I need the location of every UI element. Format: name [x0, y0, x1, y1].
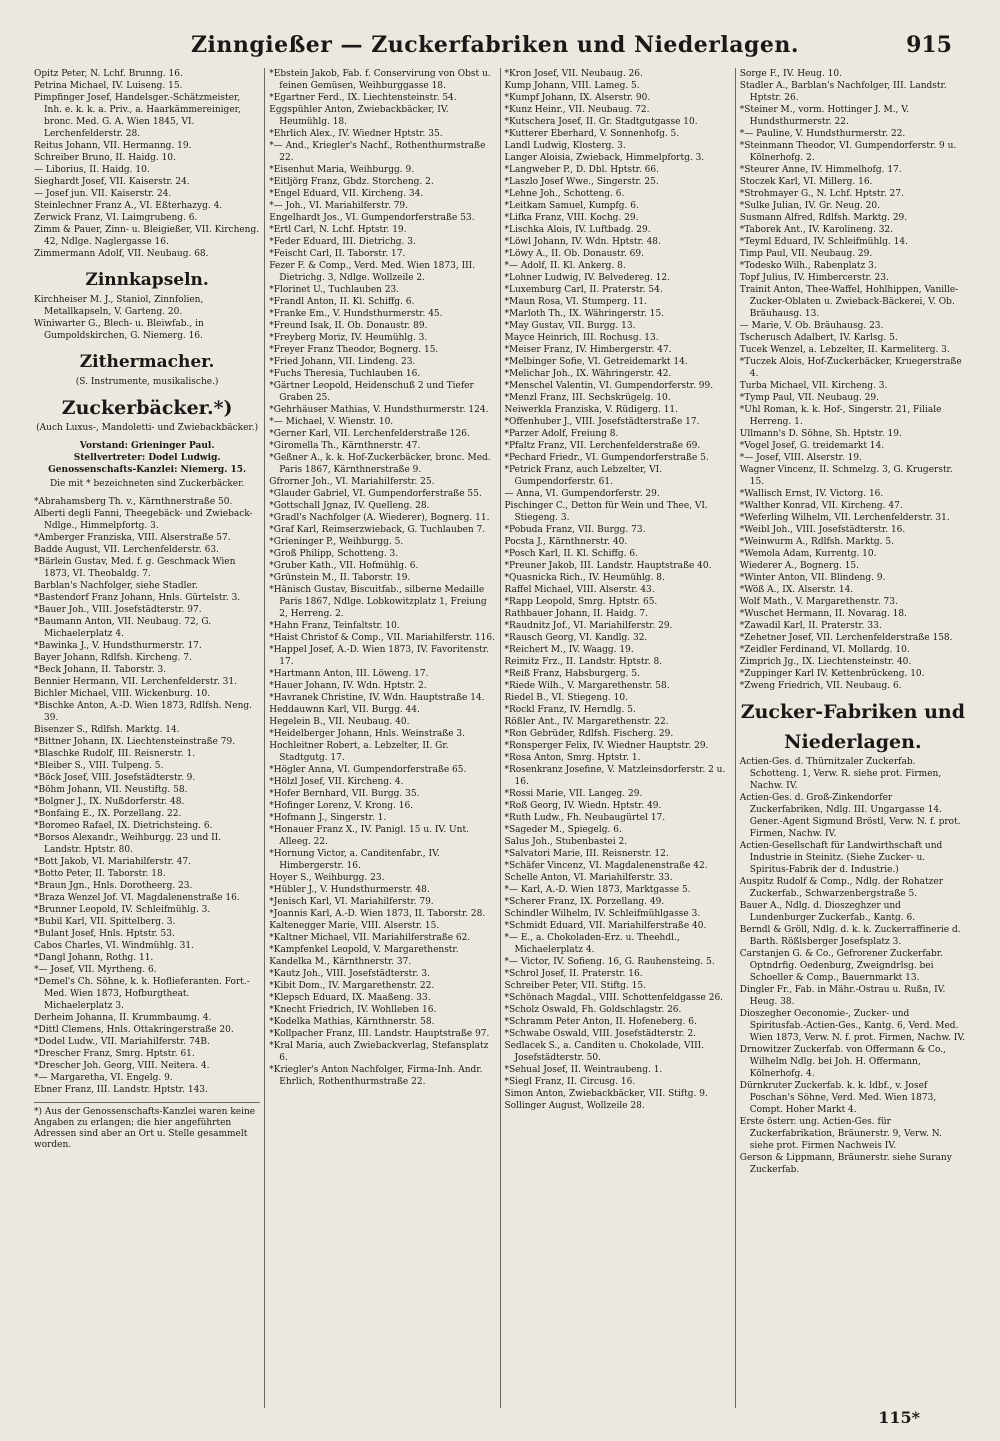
section-title-zuckerbaecker: Zuckerbäcker.*): [61, 397, 233, 419]
directory-entry: Fezer F. & Comp., Verd. Med. Wien 1873, III. Dietrichg. 3, Ndlge. Wollzeile 2.: [269, 261, 476, 283]
column-2: [265, 68, 500, 1408]
directory-entry: *Langweber P., D. Dbl. Hptstr. 66.: [504, 165, 659, 175]
page-number: 915: [906, 32, 952, 58]
directory-entry: Stoczek Karl, VI. Millerg. 16.: [739, 177, 873, 187]
directory-entry: *Kampfenkel Leopold, V. Margarethenstr.: [269, 945, 459, 955]
directory-entry: Zimm & Pauer, Zinn- u. Bleigießer, VII. Kircheng. 42, Ndlge. Naglergasse 16.: [34, 225, 260, 247]
directory-entry: *Klepsch Eduard, IX. Maaßeng. 33.: [269, 993, 431, 1003]
directory-entry: *Schönach Magdal., VIII. Schottenfeldgasse 26.: [504, 993, 724, 1003]
directory-entry: — Liborius, II. Haidg. 10.: [34, 165, 150, 175]
directory-entry: *Bott Jakob, VI. Mariahilferstr. 47.: [34, 857, 191, 867]
directory-entry: Salus Joh., Stubenbastei 2.: [504, 837, 628, 847]
directory-entry: *Borsos Alexandr., Weihburgg. 23 und II. Landstr. Hptstr. 80.: [34, 833, 222, 855]
directory-entry: Barblan's Nachfolger, siehe Stadler.: [34, 581, 198, 591]
directory-entry: *Haist Christof & Comp., VII. Mariahilferstr. 116.: [269, 633, 495, 643]
directory-entry: *Florinet U., Tuchlauben 23.: [269, 285, 400, 295]
directory-entry: *— Margaretha, VI. Engelg. 9.: [34, 1073, 173, 1083]
directory-entry: *Rausch Georg, VI. Kandlg. 32.: [504, 633, 648, 643]
directory-entry: — Marie, V. Ob. Bräuhausg. 23.: [739, 321, 884, 331]
directory-entry: *Böck Josef, VIII. Josefstädterstr. 9.: [34, 773, 196, 783]
directory-entry: *Salvatori Marie, III. Reisnerstr. 12.: [504, 849, 669, 859]
directory-entry: *Quasnicka Rich., IV. Heumühlg. 8.: [504, 573, 665, 583]
directory-entry: *Ehrlich Alex., IV. Wiedner Hptstr. 35.: [269, 129, 443, 139]
directory-entry: *Botto Peter, II. Taborstr. 18.: [34, 869, 166, 879]
section-note: (S. Instrumente, musikalische.): [75, 377, 219, 387]
directory-entry: *Lehne Joh., Schotteng. 6.: [504, 189, 625, 199]
directory-entry: *Reichert M., IV. Waagg. 19.: [504, 645, 634, 655]
directory-entry: *Geßner A., k. k. Hof-Zuckerbäcker, bronc. Med. Paris 1867, Kärnthnerstraße 9.: [269, 453, 491, 475]
directory-entry: Mayce Heinrich, III. Rochusg. 13.: [504, 333, 659, 343]
directory-entry: Wiederer A., Bognerg. 15.: [739, 561, 860, 571]
directory-entry: Reitus Johann, VII. Hermanng. 19.: [34, 141, 192, 151]
directory-entry: *Taborek Ant., IV. Karolineng. 32.: [739, 225, 894, 235]
directory-entry: Bauer A., Ndlg. d. Dioszeghzer und Lundenburger Zuckerfab., Kantg. 6.: [739, 901, 916, 923]
directory-entry: *— Michael, V. Wienstr. 10.: [269, 417, 394, 427]
directory-entry: Bennier Hermann, VII. Lerchenfelderstr. 31.: [34, 677, 237, 687]
directory-entry: *Schrol Josef, II. Praterstr. 16.: [504, 969, 643, 979]
directory-entry: — Josef jun. VII. Kaiserstr. 24.: [34, 189, 172, 199]
directory-entry: *Abrahamsberg Th. v., Kärnthnerstraße 50.: [34, 497, 233, 507]
directory-entry: Simon Anton, Zwiebackbäcker, VII. Stiftg. 9.: [504, 1089, 708, 1099]
directory-entry: *— Karl, A.-D. Wien 1873, Marktgasse 5.: [504, 885, 691, 895]
directory-entry: *Winter Anton, VII. Blindeng. 9.: [739, 573, 886, 583]
directory-entry: *Raudnitz Jof., VI. Mariahilferstr. 29.: [504, 621, 673, 631]
directory-entry: *— Josef, VIII. Alserstr. 19.: [739, 453, 862, 463]
directory-entry: *Jenisch Karl, VI. Mariahilferstr. 79.: [269, 897, 434, 907]
directory-entry: *Fuchs Theresia, Tuchlauben 16.: [269, 369, 421, 379]
directory-entry: *Zehetner Josef, VII. Lerchenfelderstraße 158.: [739, 633, 953, 643]
directory-entry: *Bärlein Gustav, Med. f. g. Geschmack Wien 1873, VI. Theobaldg. 7.: [34, 557, 236, 579]
directory-entry: *Kollpacher Franz, III. Landstr. Hauptstraße 97.: [269, 1029, 490, 1039]
directory-entry: Alberti degli Fanni, Theegebäck- und Zwieback-Ndlge., Himmelpfortg. 3.: [34, 509, 253, 531]
directory-entry: Pischinger C., Detton für Wein und Thee, VI. Stiegeng. 3.: [504, 501, 708, 523]
directory-entry: *Menzl Franz, III. Sechskrügelg. 10.: [504, 393, 671, 403]
directory-entry: *Hofmann J., Singerstr. 1.: [269, 813, 387, 823]
directory-entry: *Marloth Th., IX. Währingerstr. 15.: [504, 309, 665, 319]
directory-entry: *Braza Wenzel Jof. VI. Magdalenenstraße 16.: [34, 893, 240, 903]
deputy-label: Stellvertreter: Dodel Ludwig.: [73, 453, 221, 463]
directory-entry: *Amberger Franziska, VIII. Alserstraße 57.: [34, 533, 231, 543]
directory-entry: *— Joh., VI. Mariahilferstr. 79.: [269, 201, 409, 211]
directory-entry: *Kumpf Johann, IX. Alserstr. 90.: [504, 93, 651, 103]
directory-entry: Steinlechner Franz A., VI. Eßterhazyg. 4.: [34, 201, 223, 211]
directory-entry: *Steiner M., vorm. Hottinger J. M., V. Hundsthurmerstr. 22.: [739, 105, 910, 127]
directory-entry: *Frandl Anton, II. Kl. Schiffg. 6.: [269, 297, 415, 307]
directory-entry: *Bischke Anton, A.-D. Wien 1873, Rdlfsh. Neng. 39.: [34, 701, 253, 723]
directory-entry: *Ertl Carl, N. Lchf. Hptstr. 19.: [269, 225, 407, 235]
section-title-zithermacher: Zithermacher.: [79, 352, 215, 372]
directory-entry: Petrina Michael, IV. Luiseng. 15.: [34, 81, 183, 91]
directory-entry: Susmann Alfred, Rdlfsh. Marktg. 29.: [739, 213, 908, 223]
directory-entry: Bichler Michael, VIII. Wickenburg. 10.: [34, 689, 211, 699]
directory-entry: *Kibit Dom., IV. Margarethenstr. 22.: [269, 981, 435, 991]
directory-entry: *Meiser Franz, IV. Himbergerstr. 47.: [504, 345, 672, 355]
directory-entry: *— Pauline, V. Hundsthurmerstr. 22.: [739, 129, 906, 139]
directory-entry: *Eitljörg Franz, Gbdz. Storcheng. 2.: [269, 177, 434, 187]
directory-entry: *— Adolf, II. Kl. Ankerg. 8.: [504, 261, 626, 271]
column-3: [501, 68, 736, 1408]
directory-entry: *Ronsperger Felix, IV. Wiedner Hauptstr. 29.: [504, 741, 709, 751]
directory-entry: *Feder Eduard, III. Dietrichg. 3.: [269, 237, 416, 247]
directory-entry: *Ron Gebrüder, Rdlfsh. Fischerg. 29.: [504, 729, 674, 739]
directory-entry: Engelhardt Jos., VI. Gumpendorferstraße 53.: [269, 213, 475, 223]
directory-entry: *Brunner Leopold, IV. Schleifmühlg. 3.: [34, 905, 211, 915]
directory-entry: *Vogel Josef, G. treidemarkt 14.: [739, 441, 885, 451]
directory-entry: Raffel Michael, VIII. Alserstr. 43.: [504, 585, 655, 595]
directory-entry: *Tuczek Alois, Hof-Zuckerbäcker, Kruegerstraße 4.: [739, 357, 962, 379]
directory-entry: *Melichar Joh., IX. Währingerstr. 42.: [504, 369, 672, 379]
directory-entry: *Ruth Ludw., Fh. Neubaugürtel 17.: [504, 813, 666, 823]
directory-entry: *Franke Em., V. Hundsthurmerstr. 45.: [269, 309, 443, 319]
directory-entry: *Fried Johann, VII. Lindeng. 23.: [269, 357, 416, 367]
directory-entry: Wolf Math., V. Margarethenstr. 73.: [739, 597, 898, 607]
directory-entry: *Zawadil Karl, II. Praterstr. 33.: [739, 621, 882, 631]
directory-entry: Hegelein B., VII. Neubaug. 40.: [269, 717, 410, 727]
directory-entry: *Rapp Leopold, Smrg. Hptstr. 65.: [504, 597, 658, 607]
directory-entry: *Giromella Th., Kärnthnerstr. 47.: [269, 441, 421, 451]
directory-entry: *Rosa Anton, Smrg. Hptstr. 1.: [504, 753, 641, 763]
directory-entry: *Groß Philipp, Schotteng. 3.: [269, 549, 399, 559]
directory-entry: Derheim Johanna, II. Krummbaumg. 4.: [34, 1013, 212, 1023]
directory-entry: Drnowitzer Zuckerfab. von Offermann & Co., Wilhelm Ndlg. bei Joh. H. Offermann, Kölnerhofg. 4.: [739, 1045, 946, 1079]
directory-entry: Auspitz Rudolf & Comp., Ndlg. der Rohatzer Zuckerfab., Schwarzenbergstraße 5.: [739, 877, 943, 899]
directory-entry: *Menschel Valentin, VI. Gumpendorferstr. 99.: [504, 381, 714, 391]
directory-entry: *Gehrhäuser Mathias, V. Hundsthurmerstr. 124.: [269, 405, 489, 415]
directory-entry: *Offenhuber J., VIII. Josefstädterstraße 17.: [504, 417, 700, 427]
directory-entry: *Honauer Franz X., IV. Panigl. 15 u. IV. Unt. Alleeg. 22.: [269, 825, 469, 847]
directory-entry: *Wallisch Ernst, IV. Victorg. 16.: [739, 489, 884, 499]
directory-entry: *— And., Kriegler's Nachf., Rothenthurmstraße 22.: [269, 141, 486, 163]
directory-entry: Zimprich Jg., IX. Liechtensteinstr. 40.: [739, 657, 912, 667]
directory-entry: *Leitkam Samuel, Kumpfg. 6.: [504, 201, 639, 211]
directory-entry: *Boromeo Rafael, IX. Dietrichsteing. 6.: [34, 821, 213, 831]
directory-entry: Actien-Ges. d. Groß-Zinkendorfer Zuckerfabriken, Ndlg. III. Ungargasse 14. Gener.-Agent Sigmund Bröstl, Verw. N. f. prot. Firmen, Nachw. IV.: [739, 793, 961, 839]
footnote: *) Aus der Genossenschafts-Kanzlei waren keine Angaben zu erlangen; die hier angeführten Adressen sind aber an Ort u. Stelle gesammelt worden.: [34, 1102, 260, 1151]
directory-entry: *Grieninger P., Weihburgg. 5.: [269, 537, 404, 547]
directory-entry: *Roß Georg, IV. Wiedn. Hptstr. 49.: [504, 801, 662, 811]
directory-entry: *Sulke Julian, IV. Gr. Neug. 20.: [739, 201, 880, 211]
directory-entry: *Eisenhut Maria, Weihburgg. 9.: [269, 165, 415, 175]
directory-entry: *Scherer Franz, IX. Porzellang. 49.: [504, 897, 665, 907]
directory-entry: *Gerner Karl, VII. Lerchenfelderstraße 126.: [269, 429, 470, 439]
directory-entry: *Maun Rosa, VI. Stumperg. 11.: [504, 297, 648, 307]
directory-entry: *Pobuda Franz, VII. Burgg. 73.: [504, 525, 646, 535]
directory-entry: *Bolgner J., IX. Nußdorferstr. 48.: [34, 797, 185, 807]
directory-entry: *Walther Konrad, VII. Kircheng. 47.: [739, 501, 903, 511]
directory-entry: Wagner Vincenz, II. Schmelzg. 3, G. Krugerstr. 15.: [739, 465, 953, 487]
directory-entry: *Heidelberger Johann, Hnls. Weinstraße 3.: [269, 729, 465, 739]
directory-entry: *Kral Maria, auch Zwiebackverlag, Stefansplatz 6.: [269, 1041, 489, 1063]
directory-entry: Gfrorner Joh., VI. Mariahilferstr. 25.: [269, 477, 435, 487]
directory-entry: *Dangl Johann, Rothg. 11.: [34, 953, 154, 963]
column-1: [30, 68, 265, 1408]
directory-entry: Bisenzer S., Rdlfsh. Marktg. 14.: [34, 725, 180, 735]
section-title-niederlagen: Niederlagen.: [784, 731, 922, 753]
directory-columns: [30, 68, 970, 1408]
directory-entry: *Kriegler's Anton Nachfolger, Firma-Inh. Andr. Ehrlich, Rothenthurmstraße 22.: [269, 1065, 483, 1087]
directory-entry: Tscherusch Adalbert, IV. Karlsg. 5.: [739, 333, 898, 343]
directory-entry: Trainit Anton, Thee-Waffel, Hohlhippen, Vanille-Zucker-Oblaten u. Zwieback-Bäckerei, V. Ob. Bräuhausg. 13.: [739, 285, 959, 319]
directory-entry: *Weibl Joh., VIII. Josefstädterstr. 16.: [739, 525, 906, 535]
directory-entry: Dürnkruter Zuckerfab. k. k. ldbf., v. Josef Poschan's Söhne, Verd. Med. Wien 1873, Compt. Hoher Markt 4.: [739, 1081, 937, 1115]
directory-entry: *Joannis Karl, A.-D. Wien 1873, II. Taborstr. 28.: [269, 909, 486, 919]
directory-entry: *Hahn Franz, Teinfaltstr. 10.: [269, 621, 400, 631]
directory-entry: *Bastendorf Franz Johann, Hnls. Gürtelstr. 3.: [34, 593, 241, 603]
directory-entry: *Beck Johann, II. Taborstr. 3.: [34, 665, 167, 675]
directory-entry: *Petrick Franz, auch Lebzelter, VI. Gumpendorferstr. 61.: [504, 465, 663, 487]
directory-entry: *Sehual Josef, II. Weintraubeng. 1.: [504, 1065, 663, 1075]
directory-entry: *Zeidler Ferdinand, VI. Mollardg. 10.: [739, 645, 910, 655]
directory-entry: *Zweng Friedrich, VII. Neubaug. 6.: [739, 681, 902, 691]
directory-entry: *Strohmayer G., N. Lchf. Hptstr. 27.: [739, 189, 904, 199]
directory-entry: *Löwl Johann, IV. Wdn. Hptstr. 48.: [504, 237, 661, 247]
directory-entry: Topf Julius, IV. Himbercerstr. 23.: [739, 273, 889, 283]
directory-entry: Sedlacek S., a. Canditen u. Chokolade, VIII. Josefstädterstr. 50.: [504, 1041, 705, 1063]
directory-entry: *Bulant Josef, Hnls. Hptstr. 53.: [34, 929, 175, 939]
directory-entry: *Reiß Franz, Habsburgerg. 5.: [504, 669, 640, 679]
directory-entry: Pimpfinger Josef, Handelsger.-Schätzmeister, Inh. e. k. k. a. Priv., a. Haarkämmereiniger, bronc. Med. G. A. Wien 1845, VI. Lerchenfelderstr. 28.: [34, 93, 241, 139]
directory-entry: *— Victor, IV. Sofieng. 16, G. Rauhensteing. 5.: [504, 957, 715, 967]
directory-entry: Actien-Gesellschaft für Landwirthschaft und Industrie in Steinitz. (Siehe Zucker- u. Spiritus-Fabrik der d. Industrie.): [739, 841, 943, 875]
directory-entry: *Gruber Kath., VII. Hofmühlg. 6.: [269, 561, 419, 571]
directory-entry: *Sageder M., Spiegelg. 6.: [504, 825, 622, 835]
directory-entry: *Luxemburg Carl, II. Praterstr. 54.: [504, 285, 663, 295]
directory-entry: *Grünstein M., II. Taborstr. 19.: [269, 573, 411, 583]
directory-entry: *Bubil Karl, VII. Spittelberg. 3.: [34, 917, 176, 927]
directory-entry: *Schäfer Vincenz, VI. Magdalenenstraße 42.: [504, 861, 708, 871]
directory-entry: *Kodelka Mathias, Kärnthnerstr. 58.: [269, 1017, 435, 1027]
directory-entry: Dingler Fr., Fab. in Mähr.-Ostrau u. Rußn, IV. Heug. 38.: [739, 985, 946, 1007]
directory-entry: *— Josef, VII. Myrtheng. 6.: [34, 965, 157, 975]
directory-entry: *Preuner Jakob, III. Landstr. Hauptstraße 40.: [504, 561, 712, 571]
column-4: [736, 68, 970, 1408]
directory-entry: *Dodel Ludw., VII. Mariahilferstr. 74B.: [34, 1037, 210, 1047]
directory-entry: Zerwick Franz, VI. Laimgrubeng. 6.: [34, 213, 198, 223]
directory-entry: *Kutschera Josef, II. Gr. Stadtgutgasse 10.: [504, 117, 698, 127]
directory-entry: *Hänisch Gustav, Biscuitfab., silberne Medaille Paris 1867, Ndlge. Lobkowitzplatz 1, Freiung 2, Herreng. 2.: [269, 585, 487, 619]
directory-entry: Sorge F., IV. Heug. 10.: [739, 69, 842, 79]
directory-entry: *Dittl Clemens, Hnls. Ottakringerstraße 20.: [34, 1025, 234, 1035]
directory-entry: *Bleiber S., VIII. Tulpeng. 5.: [34, 761, 164, 771]
directory-entry: Erste österr. ung. Actien-Ges. für Zuckerfabrikation, Bräunerstr. 9, Verw. N. siehe prot. Firmen Nachweis IV.: [739, 1117, 942, 1151]
directory-entry: *Engel Eduard, VII. Kircheng. 34.: [269, 189, 424, 199]
directory-entry: *Schwabe Oswald, VIII. Josefstädterstr. 2.: [504, 1029, 697, 1039]
directory-entry: Pocsta J., Kärnthnerstr. 40.: [504, 537, 628, 547]
directory-entry: Kirchheiser M. J., Staniol, Zinnfolien, Metallkapseln, V. Garteng. 20.: [34, 295, 204, 317]
directory-entry: *Drescher Franz, Smrg. Hptstr. 61.: [34, 1049, 195, 1059]
directory-entry: *Hofinger Lorenz, V. Krong. 16.: [269, 801, 414, 811]
directory-entry: Riedel B., VI. Stiegeng. 10.: [504, 693, 628, 703]
directory-entry: Reimitz Frz., II. Landstr. Hptstr. 8.: [504, 657, 663, 667]
intro-note: Die mit * bezeichneten sind Zuckerbäcker.: [49, 479, 245, 489]
directory-entry: *Graf Karl, Reimserzwieback, G. Tuchlauben 7.: [269, 525, 486, 535]
directory-entry: *Hübler J., V. Hundsthurmerstr. 48.: [269, 885, 430, 895]
directory-entry: *Kron Josef, VII. Neubaug. 26.: [504, 69, 643, 79]
directory-entry: *Laszlo Josef Wwe., Singerstr. 25.: [504, 177, 659, 187]
directory-entry: *Steinmann Theodor, VI. Gumpendorferstr. 9 u. Kölnerhofg. 2.: [739, 141, 957, 163]
directory-entry: *Rockl Franz, IV. Herndlg. 5.: [504, 705, 636, 715]
directory-entry: *Wöß A., IX. Alserstr. 14.: [739, 585, 854, 595]
directory-entry: *Baumann Anton, VII. Neubaug. 72, G. Michaelerplatz 4.: [34, 617, 212, 639]
directory-entry: Schindler Wilhelm, IV. Schleifmühlgasse 3.: [504, 909, 701, 919]
directory-entry: Turba Michael, VII. Kircheng. 3.: [739, 381, 888, 391]
directory-entry: *Wemola Adam, Kurrentg. 10.: [739, 549, 877, 559]
directory-entry: *Braun Jgn., Hnls. Dorotheerg. 23.: [34, 881, 193, 891]
directory-entry: Ebner Franz, III. Landstr. Hptstr. 143.: [34, 1085, 208, 1095]
directory-entry: Rößler Ant., IV. Margarethenstr. 22.: [504, 717, 669, 727]
directory-entry: *Freyberg Moriz, IV. Heumühlg. 3.: [269, 333, 428, 343]
directory-entry: Badde August, VII. Lerchenfelderstr. 63.: [34, 545, 219, 555]
directory-entry: *Freyer Franz Theodor, Bognerg. 15.: [269, 345, 439, 355]
directory-entry: Neiwerkla Franziska, V. Rüdigerg. 11.: [504, 405, 679, 415]
directory-entry: *Hartmann Anton, III. Löweng. 17.: [269, 669, 429, 679]
directory-entry: Kump Johann, VIII. Lameg. 5.: [504, 81, 640, 91]
directory-entry: *Hornung Victor, a. Canditenfabr., IV. Himbergerstr. 16.: [269, 849, 440, 871]
directory-entry: Heddauwnn Karl, VII. Burgg. 44.: [269, 705, 420, 715]
directory-entry: *Gärtner Leopold, Heidenschuß 2 und Tiefer Graben 25.: [269, 381, 474, 403]
directory-entry: *Tymp Paul, VII. Neubaug. 29.: [739, 393, 879, 403]
directory-entry: *Pechard Friedr., VI. Gumpendorferstraße 5.: [504, 453, 709, 463]
directory-entry: Eggspühler Anton, Zwiebackbäcker, IV. Heumühlg. 18.: [269, 105, 449, 127]
directory-entry: *Hauer Johann, IV. Wdn. Hptstr. 2.: [269, 681, 427, 691]
directory-entry: *Lifka Franz, VIII. Kochg. 29.: [504, 213, 639, 223]
directory-entry: Hochleitner Robert, a. Lebzelter, II. Gr. Stadtgutg. 17.: [269, 741, 449, 763]
directory-entry: *Happel Josef, A.-D. Wien 1873, IV. Favoritenstr. 17.: [269, 645, 489, 667]
directory-entry: *Gottschall Jgnaz, IV. Quelleng. 28.: [269, 501, 430, 511]
section-title-zucker-fabriken: Zucker-Fabriken und: [740, 701, 966, 723]
directory-entry: *Posch Karl, II. Kl. Schiffg. 6.: [504, 549, 638, 559]
directory-entry: *Schmidt Eduard, VII. Mariahilferstraße 40.: [504, 921, 707, 931]
bottom-mark: 115*: [878, 1408, 920, 1427]
directory-entry: *Uhl Roman, k. k. Hof-, Singerstr. 21, Filiale Herreng. 1.: [739, 405, 942, 427]
directory-entry: *Kaltner Michael, VII. Mariahilferstraße 62.: [269, 933, 471, 943]
board-label: Vorstand: Grieninger Paul.: [79, 441, 215, 451]
directory-entry: *Högler Anna, VI. Gumpendorferstraße 65.: [269, 765, 467, 775]
directory-entry: Schreiber Peter, VII. Stiftg. 15.: [504, 981, 646, 991]
directory-entry: *Bauer Joh., VIII. Josefstädterstr. 97.: [34, 605, 202, 615]
directory-entry: Cabos Charles, VI. Windmühlg. 31.: [34, 941, 194, 951]
directory-entry: Landl Ludwig, Klosterg. 3.: [504, 141, 626, 151]
directory-entry: — Anna, VI. Gumpendorferstr. 29.: [504, 489, 660, 499]
directory-entry: *Weferling Wilhelm, VII. Lerchenfelderstr. 31.: [739, 513, 950, 523]
directory-entry: Hoyer S., Weihburgg. 23.: [269, 873, 385, 883]
office-label: Genossenschafts-Kanzlei: Niemerg. 15.: [48, 465, 247, 475]
directory-entry: Ullmann's D. Söhne, Sh. Hptstr. 19.: [739, 429, 902, 439]
directory-entry: Berndl & Gröll, Ndlg. d. k. k. Zuckerraffinerie d. Barth. Rößlsberger Josefsplatz 3.: [739, 925, 961, 947]
directory-entry: *Parzer Adolf, Freiung 8.: [504, 429, 619, 439]
directory-entry: *Ebstein Jakob, Fab. f. Conservirung von Obst u. feinen Gemüsen, Weihburggasse 18.: [269, 69, 491, 91]
directory-entry: *Böhm Johann, VII. Neustiftg. 58.: [34, 785, 188, 795]
directory-entry: *Riede Wilh., V. Margarethenstr. 58.: [504, 681, 670, 691]
directory-entry: *Hölzl Josef, VII. Kircheng. 4.: [269, 777, 404, 787]
directory-entry: Rathbauer Johann, II. Haidg. 7.: [504, 609, 648, 619]
directory-entry: Gerson & Lippmann, Bräunerstr. siehe Surany Zuckerfab.: [739, 1153, 952, 1175]
directory-entry: Stadler A., Barblan's Nachfolger, III. Landstr. Hptstr. 26.: [739, 81, 947, 103]
directory-entry: Sieghardt Josef, VII. Kaiserstr. 24.: [34, 177, 190, 187]
directory-entry: Kaltenegger Marie, VIII. Alserstr. 15.: [269, 921, 440, 931]
directory-entry: Schelle Anton, VI. Mariahilferstr. 33.: [504, 873, 673, 883]
directory-entry: *May Gustav, VII. Burgg. 13.: [504, 321, 636, 331]
directory-entry: Actien-Ges. d. Thürnitzaler Zuckerfab. Schotteng. 1, Verw. R. siehe prot. Firmen, Nachw. IV.: [739, 757, 942, 791]
directory-entry: *Steurer Anne, IV. Himmelhofg. 17.: [739, 165, 902, 175]
directory-entry: *Bonfaing E., IX. Porzellang. 22.: [34, 809, 182, 819]
directory-entry: Dioszegher Oeconomie-, Zucker- und Spiritusfab.-Actien-Ges., Kantg. 6, Verd. Med. Wien 1873, Verw. N. f. prot. Firmen, Nachw. IV.: [739, 1009, 966, 1043]
directory-entry: *Hofer Bernhard, VII. Burgg. 35.: [269, 789, 420, 799]
directory-entry: *Lischka Alois, IV. Luftbadg. 29.: [504, 225, 651, 235]
directory-entry: *Knecht Friedrich, IV. Wohlleben 16.: [269, 1005, 437, 1015]
directory-entry: *Zuppinger Karl IV. Kettenbrückeng. 10.: [739, 669, 925, 679]
directory-entry: *Todesko Wilh., Rabenplatz 3.: [739, 261, 877, 271]
directory-entry: *Rossi Marie, VII. Langeg. 29.: [504, 789, 643, 799]
section-title-zinnkapseln: Zinnkapseln.: [85, 270, 209, 290]
directory-entry: Langer Aloisia, Zwieback, Himmelpfortg. 3.: [504, 153, 705, 163]
directory-entry: Tucek Wenzel, a. Lebzelter, II. Karmeliterg. 3.: [739, 345, 950, 355]
directory-entry: *— E., a. Chokoladen-Erz. u. Theehdl., Michaelerplatz 4.: [504, 933, 680, 955]
directory-entry: *Kutterer Eberhard, V. Sonnenhofg. 5.: [504, 129, 680, 139]
directory-entry: *Rosenkranz Josefine, V. Matzleinsdorferstr. 2 u. 16.: [504, 765, 726, 787]
directory-entry: *Freund Isak, II. Ob. Donaustr. 89.: [269, 321, 428, 331]
directory-entry: *Kunz Heinr., VII. Neubaug. 72.: [504, 105, 650, 115]
directory-entry: Timp Paul, VII. Neubaug. 29.: [739, 249, 873, 259]
directory-entry: *Drescher Joh. Georg, VIII. Neitera. 4.: [34, 1061, 210, 1071]
section-note: (Auch Luxus-, Mandoletti- und Zwiebackbäcker.): [36, 423, 259, 433]
directory-entry: *Bawinka J., V. Hundsthurmerstr. 17.: [34, 641, 202, 651]
directory-entry: *Lohner Ludwig, IV. Belvedereg. 12.: [504, 273, 671, 283]
directory-entry: *Glauder Gabriel, VI. Gumpendorferstraße 55.: [269, 489, 482, 499]
directory-entry: *Bittner Johann, IX. Liechtensteinstraße 79.: [34, 737, 236, 747]
directory-entry: Winiwarter G., Blech- u. Bleiwfab., in Gumpoldskirchen, G. Niemerg. 16.: [34, 319, 204, 341]
directory-entry: Zimmermann Adolf, VII. Neubaug. 68.: [34, 249, 209, 259]
directory-entry: *Gradl's Nachfolger (A. Wiederer), Bognerg. 11.: [269, 513, 490, 523]
directory-entry: *Pfaltz Franz, VII. Lerchenfelderstraße 69.: [504, 441, 701, 451]
directory-entry: Kandelka M., Kärnthnerstr. 37.: [269, 957, 412, 967]
directory-entry: *Weinwurm A., Rdlfsh. Marktg. 5.: [739, 537, 894, 547]
directory-entry: *Schramm Peter Anton, II. Hofeneberg. 6.: [504, 1017, 697, 1027]
directory-entry: Opitz Peter, N. Lchf. Brunng. 16.: [34, 69, 183, 79]
page-header: [30, 28, 960, 64]
directory-entry: Schreiber Bruno, II. Haidg. 10.: [34, 153, 176, 163]
directory-entry: Bayer Johann, Rdlfsh. Kircheng. 7.: [34, 653, 192, 663]
directory-entry: *Teyml Eduard, IV. Schleifmühlg. 14.: [739, 237, 908, 247]
page-title: Zinngießer — Zuckerfabriken und Niederlagen.: [190, 32, 800, 58]
directory-entry: *Löwy A., II. Ob. Donaustr. 69.: [504, 249, 644, 259]
directory-entry: *Wuschet Hermann, II. Novarag. 18.: [739, 609, 907, 619]
directory-entry: *Havranek Christine, IV. Wdn. Hauptstraße 14.: [269, 693, 485, 703]
directory-entry: *Feischt Carl, II. Taborstr. 17.: [269, 249, 406, 259]
directory-entry: *Melbinger Sofie, VI. Getreidemarkt 14.: [504, 357, 688, 367]
directory-entry: *Kautz Joh., VIII. Josefstädterstr. 3.: [269, 969, 430, 979]
directory-entry: *Scholz Oswald, Fh. Goldschlagstr. 26.: [504, 1005, 682, 1015]
directory-entry: Carstanjen G. & Co., Gefrorener Zuckerfabr. Optndrfig. Oedenburg, Zweigndrlsg. bei Schoeller & Comp., Bauernmarkt 13.: [739, 949, 943, 983]
directory-entry: Sollinger August, Wollzeile 28.: [504, 1101, 645, 1111]
directory-entry: *Siegl Franz, II. Circusg. 16.: [504, 1077, 636, 1087]
directory-entry: *Egartner Ferd., IX. Liechtensteinstr. 54.: [269, 93, 457, 103]
directory-entry: *Blaschke Rudolf, III. Reisnerstr. 1.: [34, 749, 196, 759]
directory-entry: *Demel's Ch. Söhne, k. k. Hoflieferanten. Fort.-Med. Wien 1873, Hofburgtheat. Michaelerplatz 3.: [34, 977, 250, 1011]
